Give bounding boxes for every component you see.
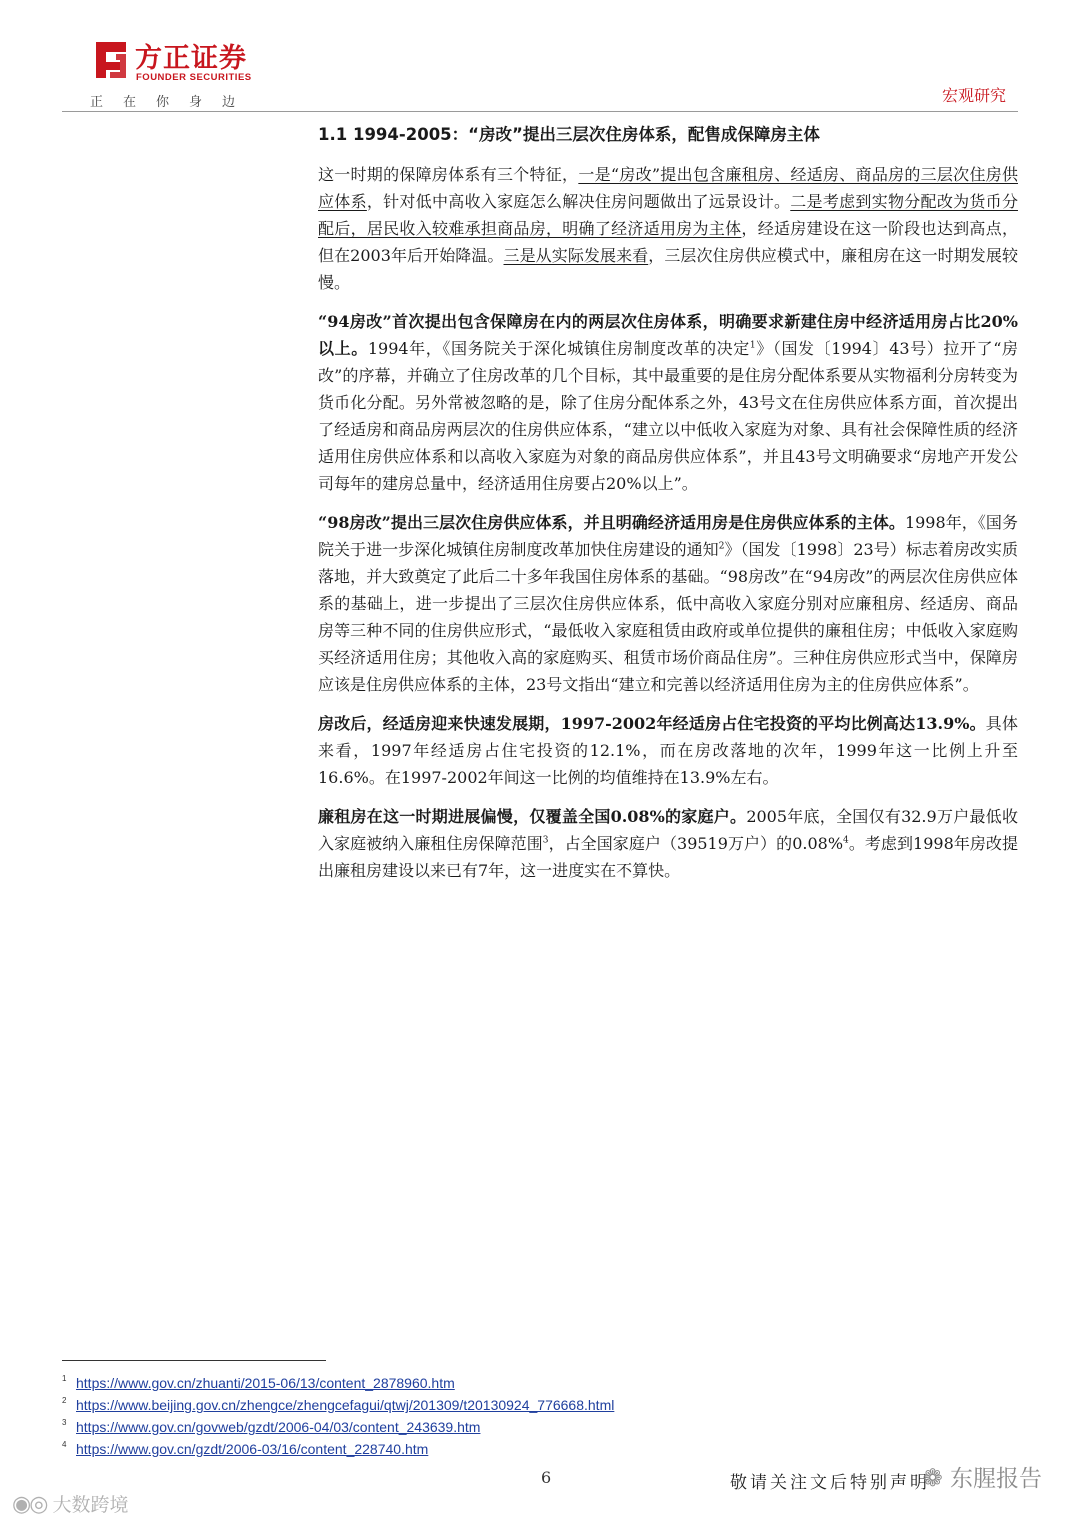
header-divider bbox=[62, 111, 1018, 112]
para5-text: 。考虑到1998年房改提出廉租房建设以来已有7年，这一进度实在不算快。 bbox=[318, 834, 1018, 880]
paragraph-features bbox=[318, 161, 1018, 296]
paragraph-affordable-housing bbox=[318, 710, 1018, 791]
paragraph-94-reform bbox=[318, 308, 1018, 497]
footnote-link[interactable]: https://www.gov.cn/gzdt/2006-03/16/content_228740.htm bbox=[76, 1441, 429, 1457]
weibo-eye-icon: ◉◎ bbox=[12, 1492, 47, 1517]
footnote-link[interactable]: https://www.gov.cn/zhuanti/2015-06/13/content_2878960.htm bbox=[76, 1375, 455, 1391]
footnote-ref-4[interactable]: 4 bbox=[843, 835, 849, 846]
wechat-icon: ❁ bbox=[922, 1464, 943, 1492]
footnote-item bbox=[62, 1394, 762, 1416]
brand-name-cn: 方正证券 bbox=[135, 43, 247, 74]
brand-slogan: 正在你身边 bbox=[90, 95, 256, 110]
para1-text: ，经适房建设在这一阶段也达到高点，但在2003年后开始降温。 bbox=[318, 219, 1018, 265]
footnote-divider bbox=[62, 1360, 326, 1361]
para1-feature-three: 三是从实际发展来看 bbox=[503, 246, 649, 265]
footnote-number: 3 bbox=[62, 1418, 67, 1427]
para2-text: 1994年，《国务院关于深化城镇住房制度改革的决定 bbox=[367, 339, 750, 358]
footnote-ref-2[interactable]: 2 bbox=[718, 541, 725, 552]
page-header bbox=[0, 0, 1080, 112]
para4-text: 具体来看，1997年经适房占住宅投资的12.1%，而在房改落地的次年，1999年这一比例上升至16.6%。在1997-2002年间这一比例的均值维持在13.9%左右。 bbox=[318, 714, 1018, 787]
para4-lead: 房改后，经适房迎来快速发展期，1997-2002年经适房占住宅投资的平均比例高达13.9%。 bbox=[318, 714, 986, 733]
footnote-number: 1 bbox=[62, 1374, 67, 1383]
footnote-ref-1[interactable]: 1 bbox=[749, 340, 756, 351]
footnote-item bbox=[62, 1438, 762, 1460]
watermark-right bbox=[923, 1460, 1042, 1493]
watermark-left bbox=[12, 1490, 128, 1517]
para1-feature-one: 一是“房改”提出包含廉租房、经适房、商品房的三层次住房供应体系 bbox=[318, 165, 1018, 211]
section-title: 1.1 1994-2005：“房改”提出三层次住房体系，配售成保障房主体 bbox=[318, 125, 820, 144]
brand-name-en: FOUNDER SECURITIES bbox=[136, 72, 252, 83]
para3-text: 1998年，《国务院关于进一步深化城镇住房制度改革加快住房建设的通知 bbox=[318, 513, 1018, 559]
paragraph-low-rent-housing bbox=[318, 803, 1018, 884]
para5-lead: 廉租房在这一时期进展偏慢，仅覆盖全国0.08%的家庭户。 bbox=[318, 807, 747, 826]
footnote-number: 4 bbox=[62, 1440, 67, 1449]
para1-text: 这一时期的保障房体系有三个特征， bbox=[318, 165, 579, 184]
para3-text: 》（国发〔1998〕23号）标志着房改实质落地，并大致奠定了此后二十多年我国住房体系的基础。“98房改”在“94房改”的两层次住房供应体系的基础上，进一步提出了三层次住房供应体系，低中高收入家庭分别对应廉租房、经适房、商品房等三种不同的住房供应形式，“最低收入家庭租赁由政府或单位提供的廉租住房；中低收入家庭购买经济适用住房；其他收入高的家庭购买、租赁市场价商品住房”。三种住房供应形式当中，保障房应该是住房供应体系的主体，23号文指出“建立和完善以经济适用住房为主的住房供应体系”。 bbox=[318, 540, 1018, 694]
para2-text: 》（国发〔1994〕43号）拉开了“房改”的序幕，并确立了住房改革的几个目标，其中最重要的是住房分配体系要从实物福利分房转变为货币化分配。另外常被忽略的是，除了住房分配体系之外，43号文在住房供应体系方面，首次提出了经适房和商品房两层次的住房供应体系，“建立以中低收入家庭为对象、具有社会保障性质的经济适用住房供应体系和以高收入家庭为对象的商品房供应体系”，并且43号文明确要求“房地产开发公司每年的建房总量中，经济适用住房要占20%以上”。 bbox=[318, 339, 1018, 493]
footnote-ref-3[interactable]: 3 bbox=[542, 835, 549, 846]
page-number: 6 bbox=[541, 1468, 552, 1487]
para3-lead: “98房改”提出三层次住房供应体系，并且明确经济适用房是住房供应体系的主体。 bbox=[318, 513, 905, 532]
watermark-right-text: 东腥报告 bbox=[950, 1466, 1042, 1492]
disclaimer-notice: 敬请关注文后特别声明 bbox=[730, 1473, 930, 1493]
paragraph-98-reform bbox=[318, 509, 1018, 698]
footnote-link[interactable]: https://www.beijing.gov.cn/zhengce/zhengcefagui/qtwj/201309/t20130924_776668.html bbox=[76, 1397, 615, 1413]
footnote-number: 2 bbox=[62, 1396, 67, 1405]
para1-text: ，三层次住房供应模式中，廉租房在这一时期发展较慢。 bbox=[318, 246, 1018, 292]
para5-text: 2005年底，全国仅有32.9万户最低收入家庭被纳入廉租住房保障范围 bbox=[318, 807, 1018, 853]
footnotes bbox=[62, 1372, 762, 1460]
footnote-item bbox=[62, 1372, 762, 1394]
footnote-link[interactable]: https://www.gov.cn/govweb/gzdt/2006-04/03/content_243639.htm bbox=[76, 1419, 481, 1435]
para5-text: ，占全国家庭户（39519万户）的0.08% bbox=[548, 834, 844, 853]
report-category: 宏观研究 bbox=[941, 86, 1006, 105]
para1-feature-two: 二是考虑到实物分配改为货币分配后，居民收入较难承担商品房，明确了经济适用房为主体 bbox=[318, 192, 1018, 238]
watermark-left-text: 大数跨境 bbox=[52, 1494, 129, 1516]
para1-text: ，针对低中高收入家庭怎么解决住房问题做出了远景设计。 bbox=[366, 192, 791, 211]
para2-lead: “94房改”首次提出包含保障房在内的两层次住房体系，明确要求新建住房中经济适用房占比20%以上。 bbox=[318, 312, 1018, 358]
founder-logo-icon bbox=[92, 40, 130, 80]
footnote-item bbox=[62, 1416, 762, 1438]
report-body bbox=[318, 116, 1018, 884]
